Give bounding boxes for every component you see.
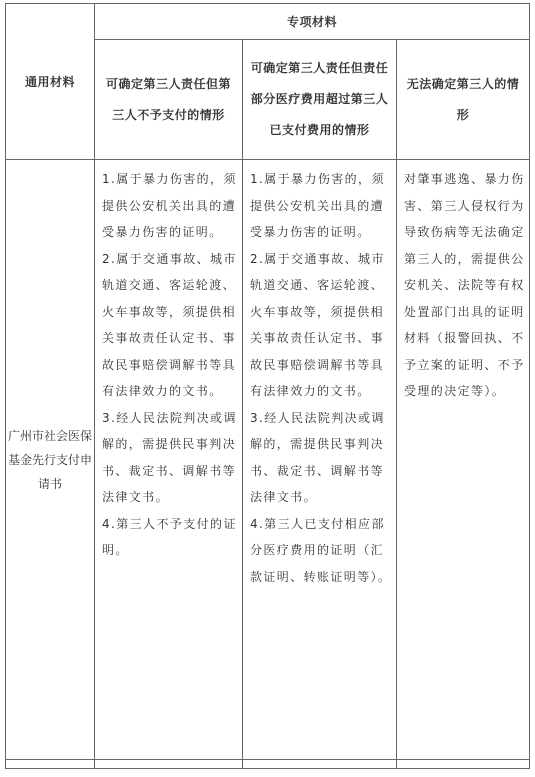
- tail-cell-4: [397, 760, 530, 769]
- table-tail-row: [6, 760, 530, 769]
- col2-item-4: 4.第三人已支付相应部分医疗费用的证明（汇款证明、转账证明等）。: [250, 516, 392, 584]
- tail-cell-3: [243, 760, 397, 769]
- col1-item-2: 2.属于交通事故、城市轨道交通、客运轮渡、火车事故等，须提供相关事故责任认定书、事故民事赔偿调解书等具有法律效力的文书。: [102, 251, 237, 398]
- header-col-unknown-third-party-label: 无法确定第三人的情形: [406, 76, 520, 122]
- col3-cell: [397, 160, 530, 760]
- general-materials-text: 广州市社会医保基金先行支付申请书: [7, 428, 92, 491]
- col1-cell: [95, 160, 243, 760]
- col3-text: 对肇事逃逸、暴力伤害、第三人侵权行为导致伤病等无法确定第三人的，需提供公安机关、法院等有权处置部门出具的证明材料（报警回执、不予立案的证明、不予受理的决定等）。: [404, 172, 525, 398]
- col1-item-1: 1.属于暴力伤害的，须提供公安机关出具的遭受暴力伤害的证明。: [102, 172, 237, 239]
- header-col-liable-refuse: [95, 40, 243, 160]
- col1-item-3: 3.经人民法院判决或调解的，需提供民事判决书、裁定书、调解书等法律文书。: [102, 410, 237, 504]
- materials-table: [5, 3, 530, 769]
- header-col-liable-partial: [243, 40, 397, 160]
- col2-cell: [243, 160, 397, 760]
- header-row-top: [6, 4, 530, 40]
- header-general-materials-label: 通用材料: [24, 74, 75, 89]
- materials-page: [5, 3, 529, 777]
- tail-cell-1: [6, 760, 95, 769]
- header-special-materials: [95, 4, 530, 40]
- general-materials-cell: [6, 160, 95, 760]
- header-col-liable-refuse-label: 可确定第三人责任但第三人不予支付的情形: [105, 76, 231, 122]
- col2-item-2: 2.属于交通事故、城市轨道交通、客运轮渡、火车事故等，须提供相关事故责任认定书、事故民事赔偿调解书等具有法律效力的文书。: [250, 251, 385, 398]
- header-col-liable-partial-label: 可确定第三人责任但责任部分医疗费用超过第三人已支付费用的情形: [250, 61, 389, 137]
- header-special-materials-label: 专项材料: [287, 15, 338, 29]
- body-row: [6, 160, 530, 760]
- col2-item-3: 3.经人民法院判决或调解的，需提供民事判决书、裁定书、调解书等法律文书。: [250, 410, 385, 504]
- header-col-unknown-third-party: [397, 40, 530, 160]
- col2-item-1: 1.属于暴力伤害的，须提供公安机关出具的遭受暴力伤害的证明。: [250, 172, 385, 239]
- col1-item-4: 4.第三人不予支付的证明。: [102, 516, 237, 557]
- tail-cell-2: [95, 760, 243, 769]
- header-general-materials: [6, 4, 95, 160]
